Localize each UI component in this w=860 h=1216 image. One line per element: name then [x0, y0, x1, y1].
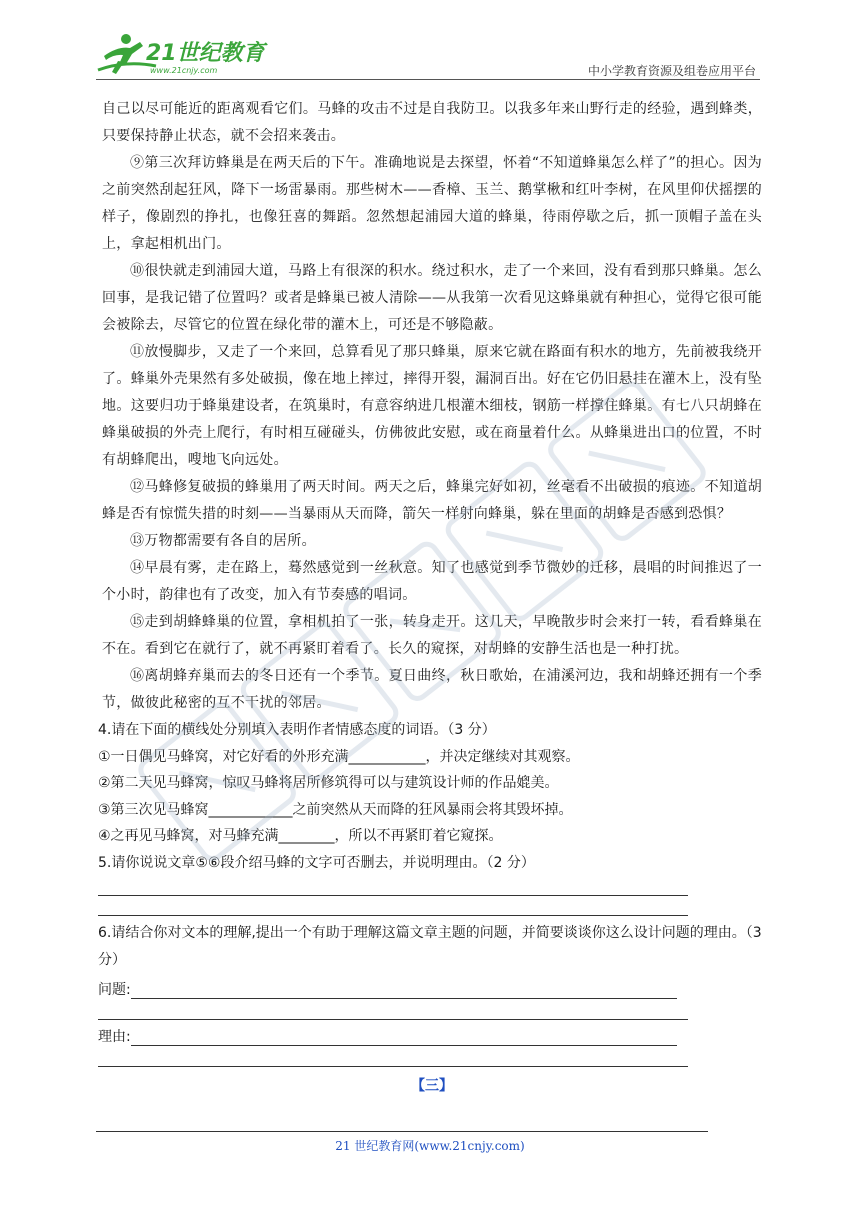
question-answer-line[interactable] — [131, 980, 677, 999]
logo-text: 21世纪教育 — [146, 41, 265, 66]
reason-answer-row — [98, 1020, 762, 1046]
article-paragraph: ⑫马蜂修复破损的蜂巢用了两天时间。两天之后，蜂巢完好如初，丝毫看不出破损的痕迹。不知道胡蜂是否有惊慌失措的时刻——当暴雨从天而降，箭矢一样射向蜂巢，躲在里面的胡蜂是否感到恐惧？ — [102, 479, 762, 522]
article-paragraph: ⑭早晨有雾，走在路上，蓦然感觉到一丝秋意。知了也感觉到季节微妙的迁移，晨唱的时间推迟了一个小时，韵律也有了改变，加入有节奏感的唱词。 — [102, 560, 762, 603]
question-4-title: 4.请在下面的横线处分别填入表明作者情感态度的词语。（3 分） — [98, 722, 496, 738]
section-title: 【三】 — [411, 1078, 453, 1094]
article-paragraphs — [102, 96, 762, 717]
article-paragraph: ⑩很快就走到浦园大道，马路上有很深的积水。绕过积水，走了一个来回，没有看到那只蜂巢。怎么回事，是我记错了位置吗？或者是蜂巢已被人清除——从我第一次看见这蜂巢就有种担心，觉得它很可能会被除去，尽管它的位置在绿化带的灌木上，可还是不够隐蔽。 — [102, 263, 762, 333]
reason-answer-line[interactable] — [131, 1027, 677, 1046]
question-5-title: 5.请你说说文章⑤⑥段介绍马蜂的文字可否删去，并说明理由。（2 分） — [98, 854, 535, 871]
answer-line[interactable] — [98, 999, 688, 1020]
footer-source: 21 世纪教育网(www.21cnjy.com) — [335, 1139, 525, 1153]
footer-divider — [96, 1131, 708, 1132]
article-paragraph: ⑮走到胡蜂蜂巢的位置，拿相机拍了一张，转身走开。这几天，早晚散步时会来打一转，看看蜂巢在不在。看到它在就行了，就不再紧盯着看了。长久的窥探，对胡蜂的安静生活也是一种打扰。 — [102, 614, 762, 657]
answer-line[interactable] — [98, 876, 688, 896]
header-divider — [96, 79, 760, 80]
question-6-title: 6.请结合你对文本的理解,提出一个有助于理解这篇文章主题的问题，并简要谈谈你这么设计问题的理由。（3 分） — [98, 925, 762, 968]
question-4-item: ③第三次见马蜂窝____________之前突然从天而降的狂风暴雨会将其毁坏掉。 — [98, 801, 573, 818]
question-4-item: ④之再见马蜂窝，对马蜂充满________，所以不再紧盯着它窥探。 — [98, 828, 503, 844]
page-header — [96, 30, 760, 80]
question-4-item: ②第二天见马蜂窝，惊叹马蜂将居所修筑得可以与建筑设计师的作品媲美。 — [98, 775, 559, 791]
question-answer-row — [98, 973, 762, 999]
article-paragraph: ⑯离胡蜂弃巢而去的冬日还有一个季节。夏日曲终，秋日歌始，在浦溪河边，我和胡蜂还拥有一个季节，做彼此秘密的互不干扰的邻居。 — [102, 668, 762, 711]
article-paragraph: ⑨第三次拜访蜂巢是在两天后的下午。准确地说是去探望，怀着“不知道蜂巢怎么样了”的担心。因为之前突然刮起狂风，降下一场雷暴雨。那些树木——香樟、玉兰、鹅掌楸和红叶李树，在风里仰伏摇摆的样子，像剧烈的挣扎，也像狂喜的舞蹈。忽然想起浦园大道的蜂巢，待雨停歇之后，抓一顶帽子盖在头上，拿起相机出门。 — [102, 155, 762, 252]
answer-line[interactable] — [98, 896, 688, 916]
document-body — [98, 96, 762, 1095]
site-logo — [96, 30, 296, 78]
article-paragraph: 自己以尽可能近的距离观看它们。马蜂的攻击不过是自我防卫。以我多年来山野行走的经验，遇到蜂类，只要保持静止状态，就不会招来袭击。 — [102, 101, 762, 144]
article-paragraph: ⑪放慢脚步，又走了一个来回，总算看见了那只蜂巢，原来它就在路面有积水的地方，先前被我绕开了。蜂巢外壳果然有多处破损，像在地上摔过，摔得开裂，漏洞百出。好在它仍旧悬挂在灌木上，没有坠地。这要归功于蜂巢建设者，在筑巢时，有意容纳进几根灌木细枝，钢筋一样撑住蜂巢。有七八只胡蜂在蜂巢破损的外壳上爬行，有时相互碰碰头，仿佛彼此安慰，或在商量着什么。从蜂巢进出口的位置，不时有胡蜂爬出，嗖地飞向远处。 — [102, 344, 762, 468]
question-label: 问题: — [98, 982, 131, 998]
reason-label: 理由: — [98, 1029, 131, 1045]
logo-url: www.21cnjy.com — [150, 66, 218, 75]
platform-name: 中小学教育资源及组卷应用平台 — [587, 64, 756, 78]
question-4-item: ①一日偶见马蜂窝，对它好看的外形充满___________，并决定继续对其观察。 — [98, 748, 580, 765]
answer-line[interactable] — [98, 1046, 688, 1067]
article-paragraph: ⑬万物都需要有各自的居所。 — [130, 533, 316, 549]
